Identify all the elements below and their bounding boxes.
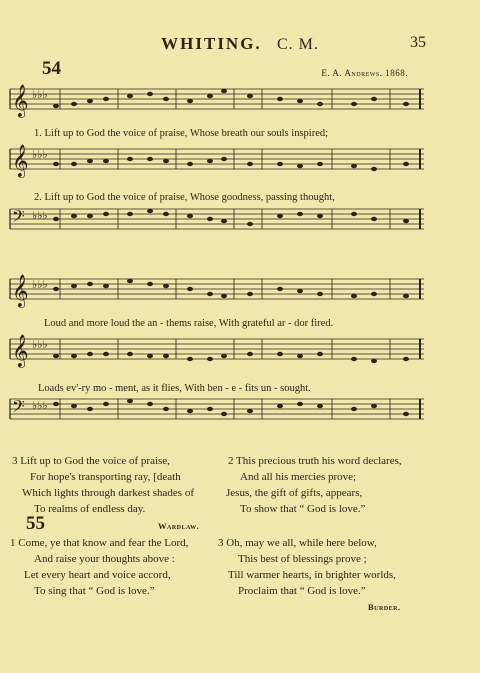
staff-2-treble (10, 149, 424, 169)
tune-meter: C. M. (276, 36, 319, 53)
staff-1-notes (53, 89, 409, 108)
verse-line: Proclaim that “ God is love.” (238, 585, 366, 597)
verse-line: To show that “ God is love.” (240, 503, 366, 515)
staff-3-notes (53, 209, 409, 226)
bass-clef-icon: 𝄢 (12, 398, 25, 420)
treble-clef-icon: 𝄞 (12, 146, 29, 177)
flat-key-icon: ♭♭♭ (32, 89, 48, 101)
system-1-lyric-verse-1: 1. Lift up to God the voice of praise, Whose breath our souls inspired; (34, 128, 329, 139)
treble-clef-icon: 𝄞 (12, 336, 29, 367)
system-2-lyric-verse-2: Loads ev'-ry mo - ment, as it flies, With ben - e - fits un - sought. (38, 383, 311, 394)
composer-credit: E. A. Andrews. 1868. (321, 68, 408, 78)
flat-key-icon: ♭♭♭ (32, 400, 48, 412)
staff-4-notes (53, 279, 409, 298)
music-system-2 (10, 274, 424, 434)
system-1-lyric-verse-2: 2. Lift up to God the voice of praise, Whose goodness, passing thought, (34, 192, 335, 203)
staff-1-treble (10, 89, 424, 109)
verse-line: And all his mercies prove; (240, 471, 357, 483)
tune-title (0, 34, 480, 54)
verse-line: 3 Lift up to God the voice of praise, (12, 455, 170, 467)
tune-name: WHITING. (161, 34, 262, 53)
flat-key-icon: ♭♭♭ (32, 149, 48, 161)
flat-key-icon: ♭♭♭ (32, 279, 48, 291)
hymn-number-54: 54 (42, 58, 61, 79)
verse-line: Till warmer hearts, in brighter worlds, (228, 569, 396, 581)
hymn-number-55: 55 (26, 513, 45, 534)
author-credit-burder: Burder. (368, 602, 401, 612)
flat-key-icon: ♭♭♭ (32, 339, 48, 351)
verse-line: And raise your thoughts above : (34, 553, 175, 565)
verse-line: Jesus, the gift of gifts, appears, (226, 487, 363, 499)
verse-line: Which lights through darkest shades of (22, 487, 194, 499)
verse-line: Let every heart and voice accord, (24, 569, 171, 581)
author-credit-wardlaw: Wardlaw. (158, 521, 200, 531)
verse-line: 3 Oh, may we all, while here below, (218, 537, 377, 549)
treble-clef-icon: 𝄞 (12, 276, 29, 307)
treble-clef-icon: 𝄞 (12, 86, 29, 117)
staff-4-treble (10, 279, 424, 299)
verse-line: 2 This precious truth his word declares, (228, 455, 402, 467)
system-2-lyric-verse-1: Loud and more loud the an - thems raise, With grateful ar - dor fired. (44, 318, 334, 329)
verse-line: This best of blessings prove ; (238, 553, 367, 565)
staff-6-bass (10, 399, 424, 419)
verse-line: For hope's transporting ray, [death (30, 471, 181, 483)
verse-line: To realms of endless day. (34, 503, 146, 515)
music-system-1 (10, 84, 424, 244)
flat-key-icon: ♭♭♭ (32, 210, 48, 222)
bass-clef-icon: 𝄢 (12, 208, 25, 230)
staff-5-notes (53, 352, 409, 363)
verse-line: 1 Come, ye that know and fear the Lord, (10, 537, 189, 549)
staff-6-notes (53, 399, 409, 416)
page-number: 35 (410, 34, 426, 51)
verse-line: To sing that “ God is love.” (34, 585, 155, 597)
staff-3-bass (10, 209, 424, 229)
